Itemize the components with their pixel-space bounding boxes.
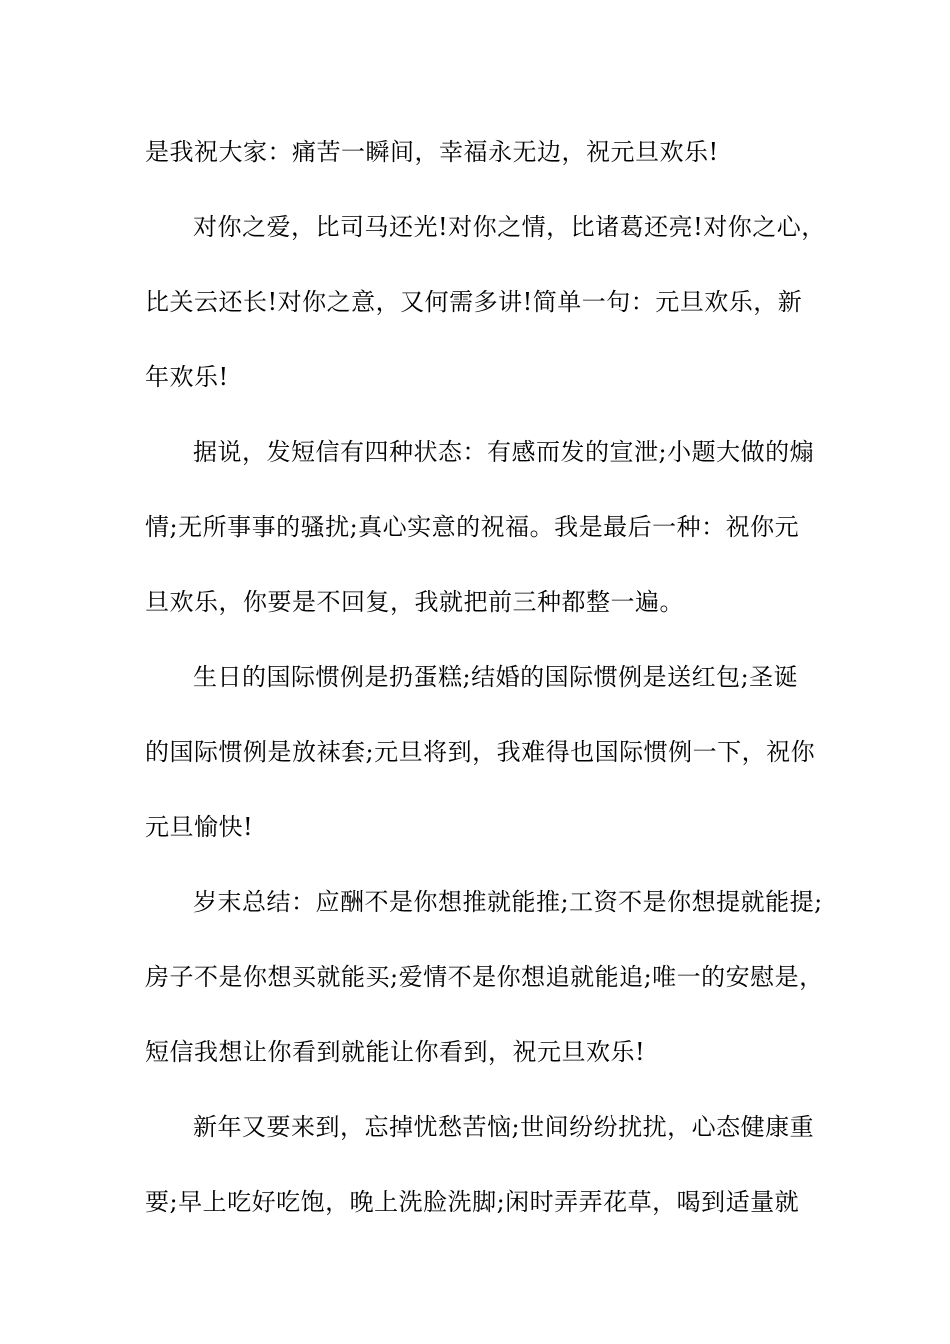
text-line: 旦欢乐，你要是不回复，我就把前三种都整一遍。 [145,588,684,616]
text-line: 的国际惯例是放袜套;元旦将到，我难得也国际惯例一下，祝你 [145,738,816,766]
paragraph-first-line: 据说，发短信有四种状态：有感而发的宣泄;小题大做的煽 [193,438,815,466]
paragraph-first-line: 对你之爱，比司马还光!对你之情，比诸葛还亮!对你之心， [193,213,826,241]
paragraph-first-line: 岁末总结：应酬不是你想推就能推;工资不是你想提就能提; [193,888,823,916]
text-line: 要;早上吃好吃饱，晚上洗脸洗脚;闲时弄弄花草，喝到适量就 [145,1188,800,1216]
text-line: 比关云还长!对你之意，又何需多讲!简单一句：元旦欢乐，新 [145,288,803,316]
text-line: 房子不是你想买就能买;爱情不是你想追就能追;唯一的安慰是， [145,963,824,991]
text-line: 短信我想让你看到就能让你看到，祝元旦欢乐! [145,1038,646,1066]
paragraph-first-line: 新年又要来到，忘掉忧愁苦恼;世间纷纷扰扰，心态健康重 [193,1113,815,1141]
text-line: 是我祝大家：痛苦一瞬间，幸福永无边，祝元旦欢乐! [145,138,719,166]
text-line: 元旦愉快! [145,813,254,841]
text-line: 情;无所事事的骚扰;真心实意的祝福。我是最后一种：祝你元 [145,513,800,541]
paragraph-first-line: 生日的国际惯例是扔蛋糕;结婚的国际惯例是送红包;圣诞 [193,663,799,691]
text-line: 年欢乐! [145,363,229,391]
